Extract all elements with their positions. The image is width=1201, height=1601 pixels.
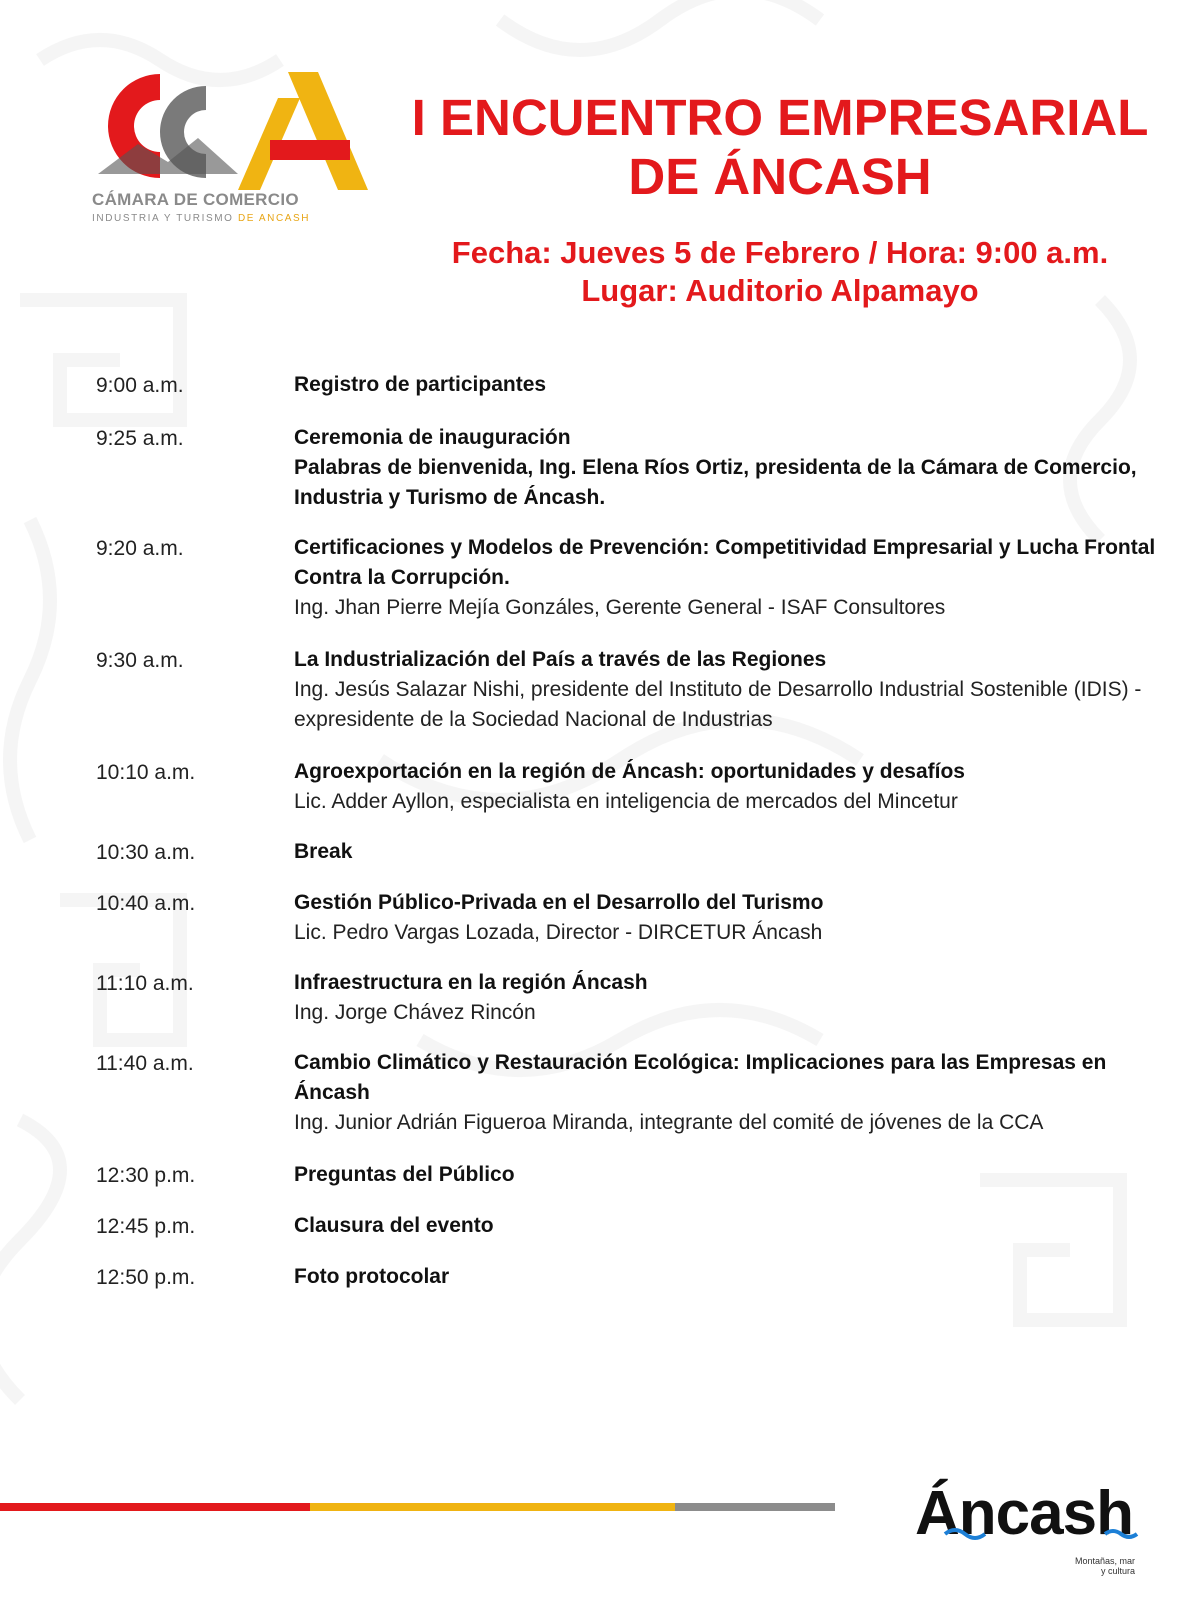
- agenda-title: Break: [294, 840, 353, 863]
- agenda-row: [96, 837, 1156, 868]
- agenda-title: Certificaciones y Modelos de Prevención: Competitividad Empresarial y Lucha Frontal Contra la Corrupción.: [294, 536, 1156, 589]
- logo-line2-b: DE ANCASH: [237, 213, 311, 224]
- agenda-row: [96, 533, 1156, 623]
- ancash-brand-logo: Áncash: [915, 1479, 1133, 1548]
- agenda-row: [96, 1262, 1156, 1293]
- agenda-row: [96, 645, 1156, 735]
- agenda-speaker: Ing. Junior Adrián Figueroa Miranda, integrante del comité de jóvenes de la CCA: [294, 1111, 1044, 1134]
- agenda-row: [96, 757, 1156, 817]
- logo-line1: CÁMARA DE COMERCIO: [92, 190, 299, 209]
- title-line1: I ENCUENTRO EMPRESARIAL: [411, 89, 1149, 146]
- agenda-content: [294, 533, 1156, 623]
- agenda-content: [294, 837, 1156, 868]
- event-location: Lugar: Auditorio Alpamayo: [581, 273, 979, 308]
- agenda-title: Cambio Climático y Restauración Ecológica: Implicaciones para las Empresas en Áncash: [294, 1051, 1107, 1104]
- agenda-title: Registro de participantes: [294, 373, 547, 396]
- agenda-time: 11:10 a.m.: [96, 972, 194, 995]
- agenda-title: La Industrialización del País a través de las Regiones: [294, 648, 827, 671]
- agenda-time: 10:30 a.m.: [96, 841, 196, 864]
- title-line2: DE ÁNCASH: [628, 148, 932, 205]
- agenda-speaker: Lic. Pedro Vargas Lozada, Director - DIRCETUR Áncash: [294, 921, 823, 944]
- agenda-content: [294, 370, 1156, 401]
- agenda-content: [294, 757, 1156, 817]
- wave-icon: [915, 1522, 1140, 1542]
- agenda-row: [96, 370, 1156, 401]
- agenda-content: [294, 968, 1156, 1028]
- tagline-line1: Montañas, mar: [1075, 1556, 1136, 1566]
- agenda-speaker: Ing. Jesús Salazar Nishi, presidente del Instituto de Desarrollo Industrial Sostenible (IDIS) - expresidente de la Sociedad Nacional de Industrias: [294, 678, 1142, 731]
- page-title: [390, 88, 1170, 206]
- event-date-time: Fecha: Jueves 5 de Febrero / Hora: 9:00 a.m.: [451, 235, 1109, 270]
- agenda-time: 9:25 a.m.: [96, 427, 184, 450]
- agenda-title: Gestión Público-Privada en el Desarrollo del Turismo: [294, 891, 824, 914]
- agenda-content: [294, 888, 1156, 948]
- agenda-content: [294, 1262, 1156, 1293]
- agenda-time: 10:40 a.m.: [96, 892, 196, 915]
- agenda-time: 12:45 p.m.: [96, 1215, 196, 1238]
- agenda-title: Clausura del evento: [294, 1214, 494, 1237]
- agenda-time: 9:20 a.m.: [96, 537, 184, 560]
- cca-logo: [88, 66, 373, 236]
- brand-tagline: [1075, 1556, 1135, 1576]
- agenda-row: [96, 423, 1156, 513]
- agenda-title: Preguntas del Público: [294, 1163, 515, 1186]
- agenda-row: [96, 1048, 1156, 1138]
- agenda-row: [96, 1211, 1156, 1242]
- agenda-time: 10:10 a.m.: [96, 761, 196, 784]
- agenda-content: [294, 423, 1156, 513]
- agenda-time: 12:50 p.m.: [96, 1266, 196, 1289]
- tagline-line2: y cultura: [1101, 1566, 1136, 1576]
- logo-line2-a: INDUSTRIA Y TURISMO: [92, 213, 234, 224]
- agenda-row: [96, 1160, 1156, 1191]
- agenda-speaker: Lic. Adder Ayllon, especialista en inteligencia de mercados del Mincetur: [294, 790, 958, 813]
- agenda-title: Agroexportación en la región de Áncash: oportunidades y desafíos: [294, 760, 965, 783]
- agenda-title: Infraestructura en la región Áncash: [294, 971, 648, 994]
- logo-line2: [92, 213, 310, 224]
- footer-color-bar: [0, 1503, 850, 1511]
- agenda-title: Ceremonia de inauguración Palabras de bienvenida, Ing. Elena Ríos Ortiz, presidenta de la Cámara de Comercio, Industria y Turismo de Áncash.: [294, 426, 1137, 509]
- agenda-list: [96, 370, 1156, 1313]
- agenda-time: 12:30 p.m.: [96, 1164, 196, 1187]
- agenda-content: [294, 1048, 1156, 1138]
- agenda-title: Foto protocolar: [294, 1265, 450, 1288]
- event-details: [390, 234, 1170, 310]
- agenda-content: [294, 1211, 1156, 1242]
- agenda-time: 9:00 a.m.: [96, 374, 184, 397]
- agenda-row: [96, 888, 1156, 948]
- agenda-content: [294, 645, 1156, 735]
- agenda-row: [96, 968, 1156, 1028]
- agenda-speaker: Ing. Jhan Pierre Mejía Gonzáles, Gerente General - ISAF Consultores: [294, 596, 946, 619]
- agenda-speaker: Ing. Jorge Chávez Rincón: [294, 1001, 536, 1024]
- agenda-content: [294, 1160, 1156, 1191]
- agenda-time: 9:30 a.m.: [96, 649, 184, 672]
- agenda-time: 11:40 a.m.: [96, 1052, 194, 1075]
